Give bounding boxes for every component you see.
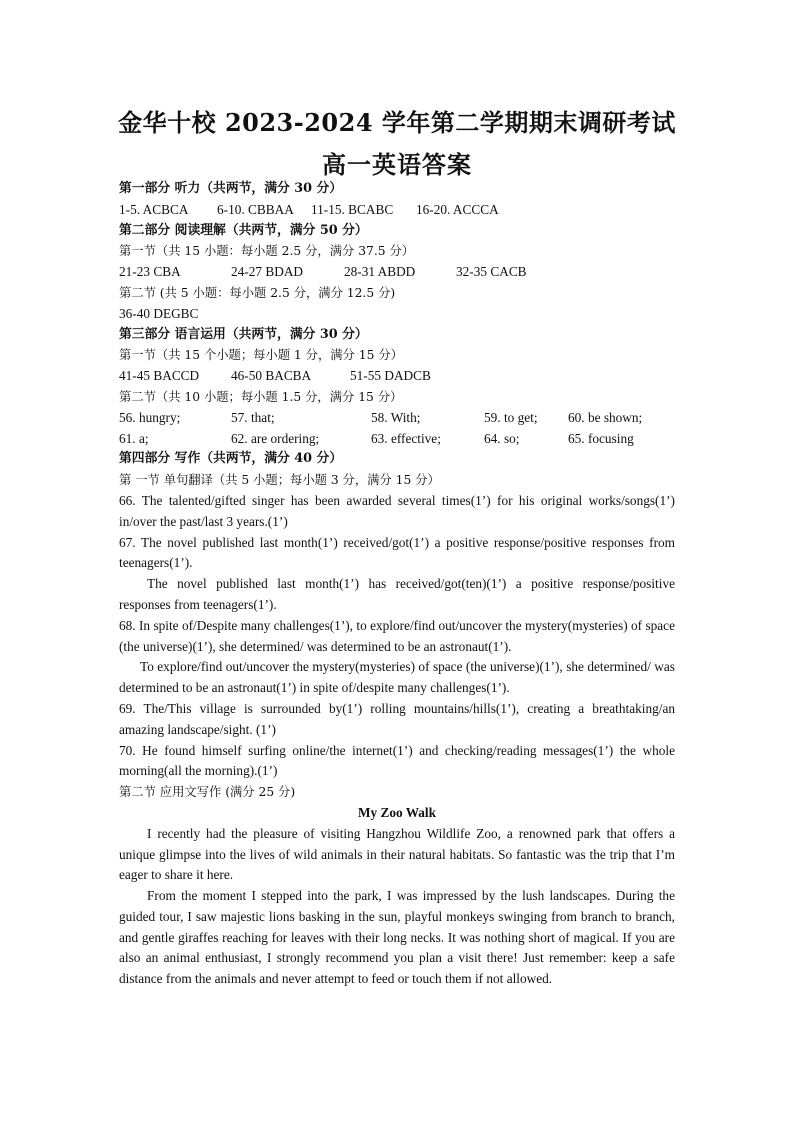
essay-paragraph-1: I recently had the pleasure of visiting Hangzhou Wildlife Zoo, a renowned park that offers a unique glimpse into the lives of wild animals in their natural habitats. So fantastic was the trip that I’m eager to share it here. xyxy=(119,825,675,883)
part2-heading: 第二部分 阅读理解（共两节，满分 50 分） xyxy=(119,222,368,238)
answer-content xyxy=(119,179,675,990)
answer-group: 16-20. ACCCA xyxy=(416,201,499,217)
part3-heading: 第三部分 语言运用（共两节，满分 30 分） xyxy=(119,326,368,342)
translation-67-alt: The novel published last month(1’) has received/got(ten)(1’) a positive response/positive responses from teenagers(1’). xyxy=(119,576,675,612)
fill-answer: 57. that; xyxy=(231,409,275,425)
fill-answer: 56. hungry; xyxy=(119,409,181,425)
answer-group: 28-31 ABDD xyxy=(344,264,416,280)
answer-group: 11-15. BCABC xyxy=(311,201,394,217)
essay-title: My Zoo Walk xyxy=(357,804,437,820)
answer-group: 1-5. ACBCA xyxy=(119,201,189,217)
answer-group: 32-35 CACB xyxy=(456,264,527,280)
part2-section1-answers xyxy=(119,262,675,283)
fill-answer: 64. so; xyxy=(484,430,520,446)
fill-answer: 59. to get; xyxy=(484,409,538,425)
translation-66: 66. The talented/gifted singer has been awarded several times(1’) for his original works/songs(1’) in/over the past/last 3 years.(1’) xyxy=(119,492,675,529)
fill-answer: 61. a; xyxy=(119,430,149,446)
part3-section2-row1 xyxy=(119,408,675,429)
part4-heading: 第四部分 写作（共两节，满分 40 分） xyxy=(119,451,343,467)
part2-section2-label: 第二节 (共 5 小题：每小题 2.5 分，满分 12.5 分) xyxy=(119,285,396,300)
fill-answer: 62. are ordering; xyxy=(231,430,320,446)
answer-group: 21-23 CBA xyxy=(119,264,181,280)
part3-section1-label: 第一节（共 15 个小题；每小题 1 分，满分 15 分） xyxy=(119,348,403,363)
translation-68: 68. In spite of/Despite many challenges(1’), to explore/find out/uncover the mystery(mysteries) of space (the universe)(1’), she determined/ was determined to be an astronaut(1’). xyxy=(119,617,675,654)
essay-paragraph-2: From the moment I stepped into the park, I was impressed by the lush landscapes. During the guided tour, I saw majestic lions basking in the sun, playful monkeys swinging from branch to branch, and gentle giraffes reaching for leaves with their long necks. It was nothing short of magical. If you are also an animal enthusiast, I strongly recommend you plan a visit there! Just remember: keep a safe distance from the animals and never attempt to feed or touch them if not allowed. xyxy=(119,888,675,987)
part2-section1-label: 第一节（共 15 小题：每小题 2.5 分，满分 37.5 分） xyxy=(119,244,415,259)
part4-section2-label: 第二节 应用文写作 (满分 25 分) xyxy=(119,785,296,800)
translation-67: 67. The novel published last month(1’) received/got(1’) a positive response/positive responses from teenagers(1’). xyxy=(119,534,675,571)
answer-group: 46-50 BACBA xyxy=(231,368,312,384)
document-subtitle: 高一英语答案 xyxy=(322,150,472,179)
part1-heading: 第一部分 听力（共两节，满分 30 分） xyxy=(119,181,343,196)
answer-group: 41-45 BACCD xyxy=(119,368,200,384)
part4-section1-label: 第 一节 单句翻译（共 5 小题；每小题 3 分，满分 15 分） xyxy=(119,473,440,488)
answer-group: 51-55 DADCB xyxy=(350,368,431,384)
part3-section1-answers xyxy=(119,366,675,387)
part3-section2-row2 xyxy=(119,429,675,450)
part3-section2-label: 第二节（共 10 小题；每小题 1.5 分，满分 15 分） xyxy=(119,389,403,404)
answer-group: 6-10. CBBAA xyxy=(217,201,294,217)
part1-answers xyxy=(119,200,675,221)
fill-answer: 65. focusing xyxy=(568,430,634,446)
answer-group: 24-27 BDAD xyxy=(231,264,304,280)
translation-69: 69. The/This village is surrounded by(1’) rolling mountains/hills(1’), creating a breathtaking/an amazing landscape/sight. (1’) xyxy=(119,700,675,737)
fill-answer: 60. be shown; xyxy=(568,409,643,425)
document-title: 金华十校 2023-2024 学年第二学期期末调研考试 xyxy=(118,108,676,137)
part2-section2-answers: 36-40 DEGBC xyxy=(119,305,199,321)
fill-answer: 63. effective; xyxy=(371,430,441,446)
translation-70: 70. He found himself surfing online/the internet(1’) and checking/reading messages(1’) the whole morning(all the morning).(1’) xyxy=(119,742,675,779)
fill-answer: 58. With; xyxy=(371,409,421,425)
translation-68-alt: To explore/find out/uncover the mystery(mysteries) of space (the universe)(1’), she determined/ was determined to be an astronaut(1’) in spite of/despite many challenges(1’). xyxy=(119,659,675,696)
